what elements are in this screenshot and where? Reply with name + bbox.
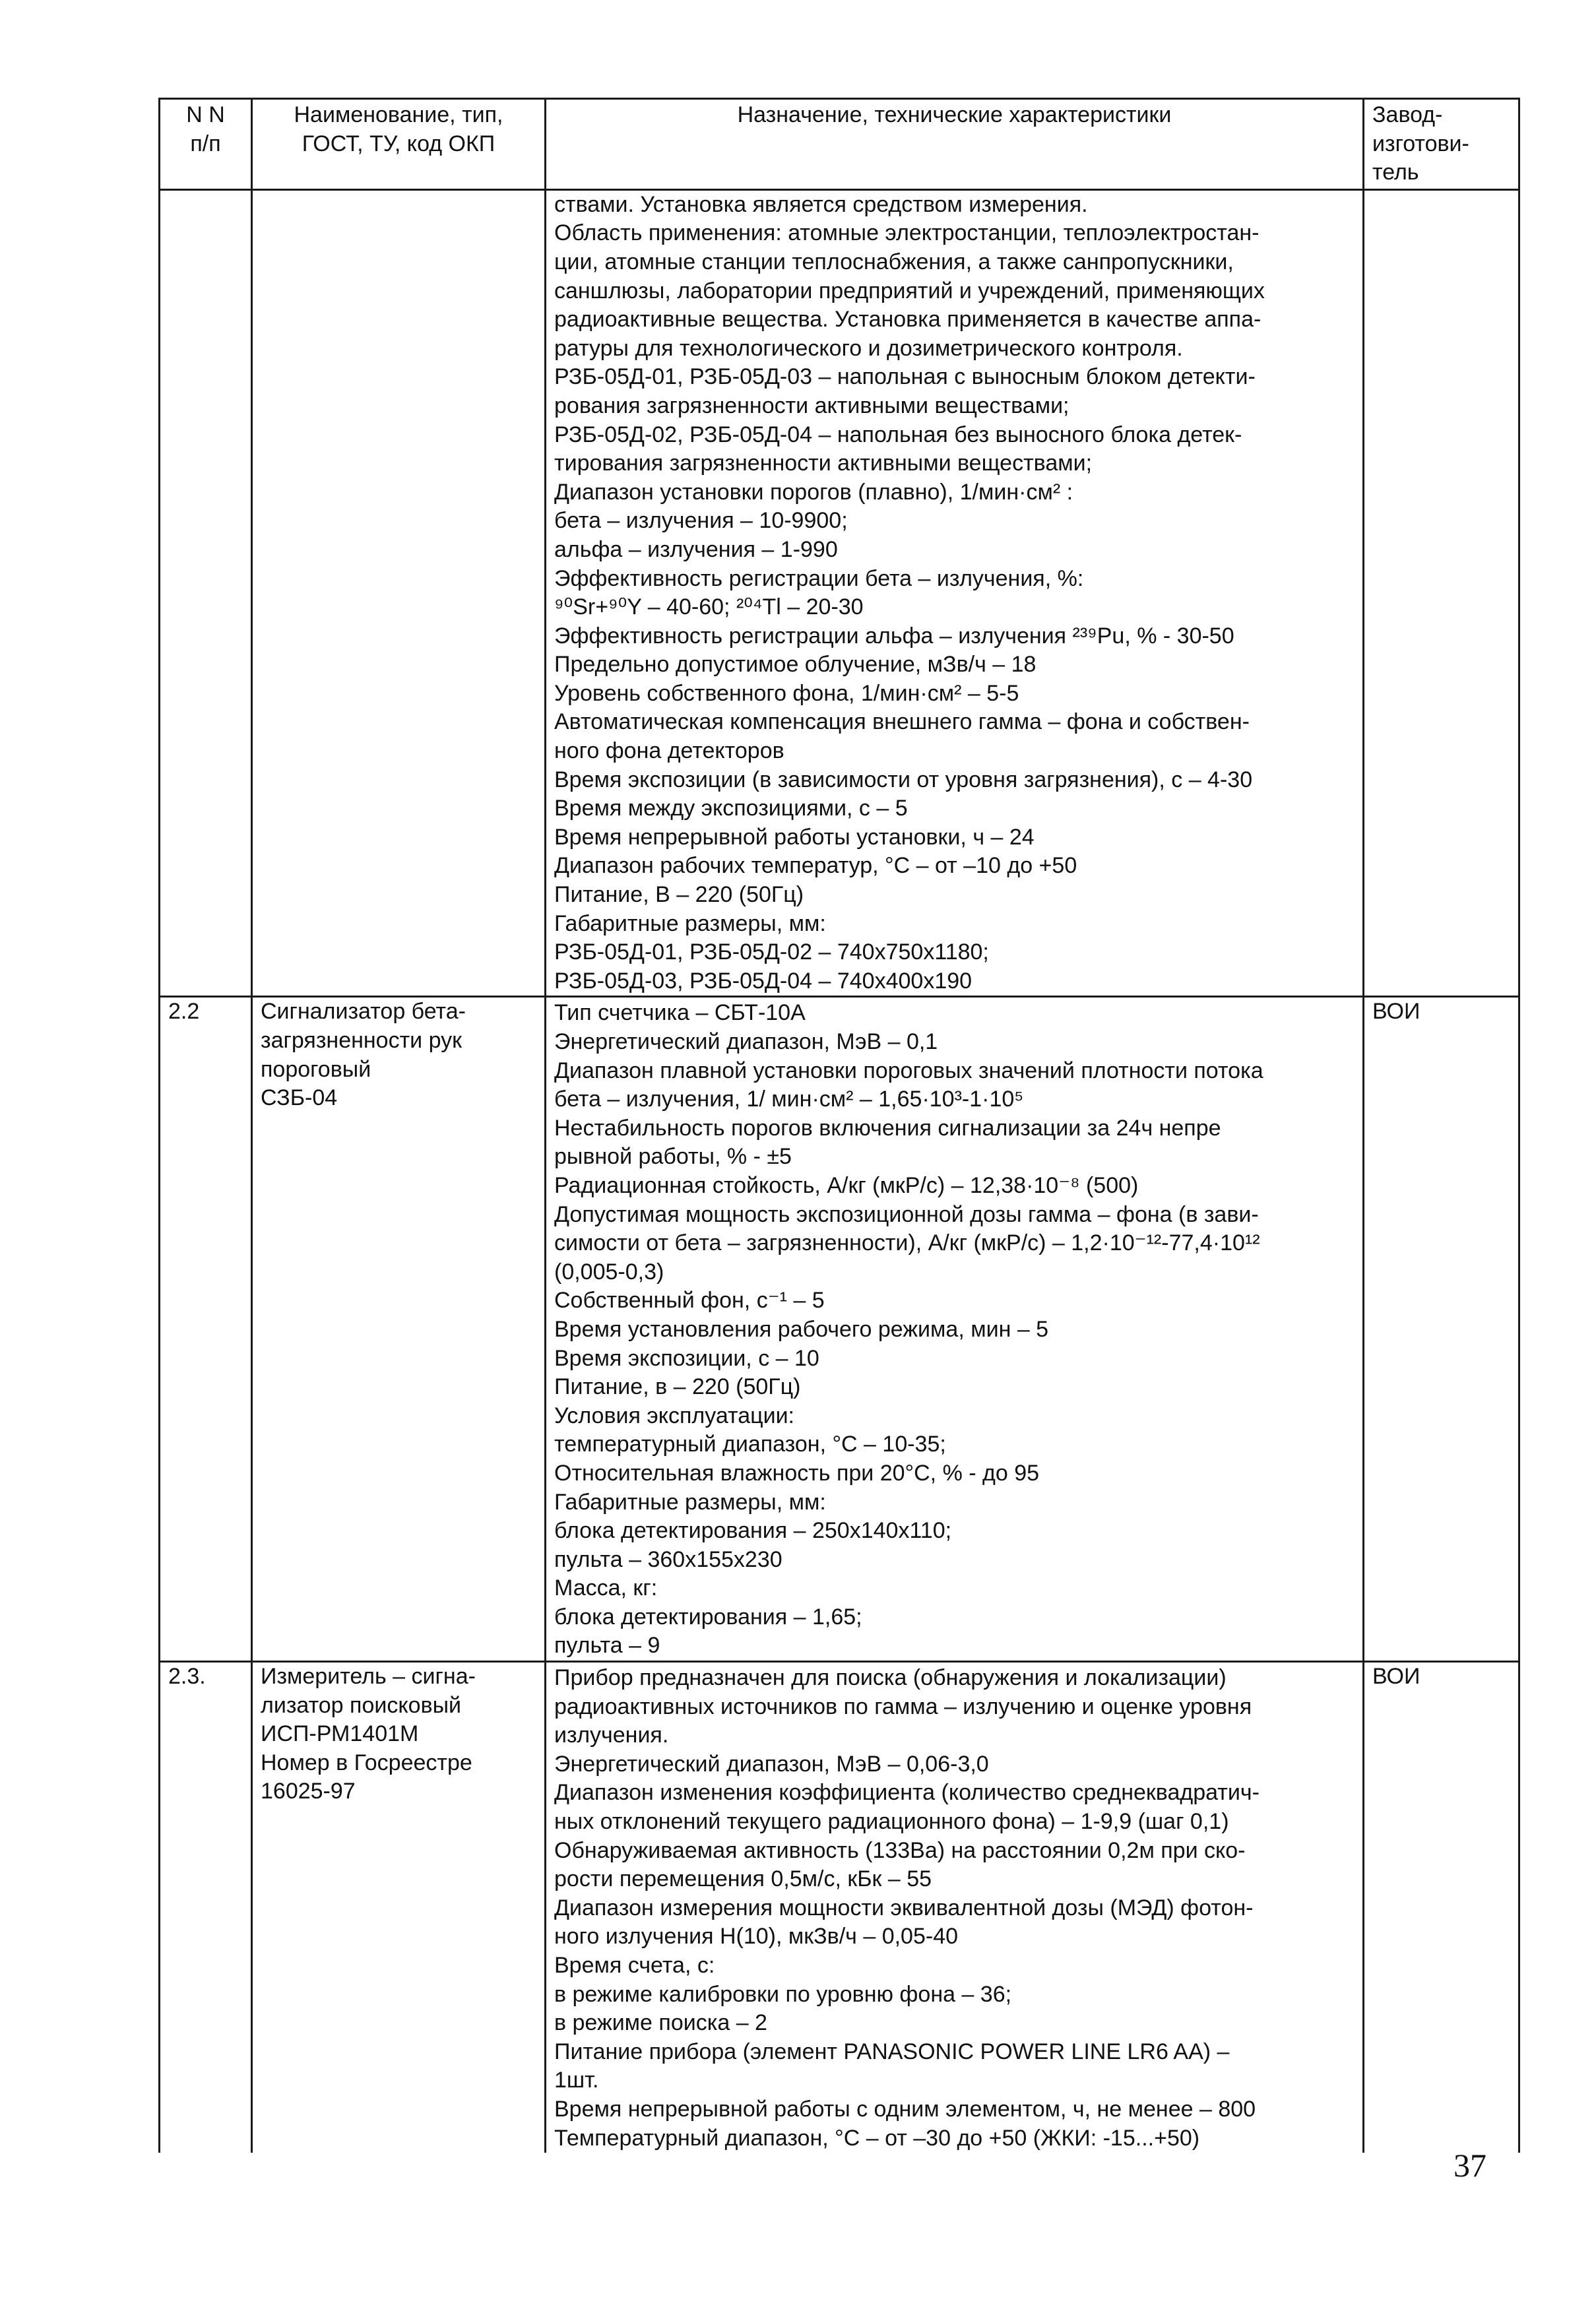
description-line: Нестабильность порогов включения сигнализации за 24ч непре — [554, 1115, 1221, 1141]
description-line: Автоматическая компенсация внешнего гамма – фона и собствен- — [554, 709, 1250, 735]
specs-table — [158, 98, 1520, 2153]
description-line: 1шт. — [554, 2068, 599, 2093]
description-line: рости перемещения 0,5м/с, кБк – 55 — [554, 1866, 932, 1892]
description-line: саншлюзы, лаборатории предприятий и учреждений, применяющих — [554, 278, 1265, 303]
description-line: в режиме калибровки по уровню фона – 36; — [554, 1981, 1012, 2007]
header-manufacturer — [1364, 99, 1519, 190]
description-line: Область применения: атомные электростанции, теплоэлектростан- — [554, 220, 1260, 246]
header-line: изготови- — [1372, 131, 1469, 156]
description-line: ⁹⁰Sr+⁹⁰Y – 40-60; ²⁰⁴Tl – 20-30 — [554, 594, 864, 620]
description-line: рывной работы, % - ±5 — [554, 1144, 792, 1170]
description-line: Время непрерывной работы с одним элементом, ч, не менее – 800 — [554, 2096, 1256, 2122]
description-line: Энергетический диапазон, МэВ – 0,1 — [554, 1029, 938, 1054]
description-line: Питание прибора (элемент PANASONIC POWER LINE LR6 AA) – — [554, 2039, 1230, 2064]
description-line: Диапазон рабочих температур, °С – от –10 до +50 — [554, 853, 1077, 879]
description-line: Диапазон плавной установки пороговых значений плотности потока — [554, 1058, 1263, 1083]
name-line: Измеритель – сигна- — [261, 1664, 476, 1690]
description-line: Время непрерывной работы установки, ч – 24 — [554, 824, 1035, 850]
name-line: лизатор поисковый — [261, 1692, 462, 1718]
description-line: тирования загрязненности активными веществами; — [554, 451, 1093, 476]
description-line: Относительная влажность при 20°С, % - до 95 — [554, 1460, 1040, 1486]
header-line: Завод- — [1372, 102, 1443, 127]
description-line: Радиационная стойкость, А/кг (мкР/с) – 12,38·10⁻⁸ (500) — [554, 1172, 1139, 1198]
row-manufacturer: ВОИ — [1364, 997, 1519, 1662]
name-line: Сигнализатор бета- — [261, 999, 466, 1025]
description-line: рования загрязненности активными веществами; — [554, 393, 1069, 418]
table-row — [160, 189, 1519, 997]
description-line: РЗБ-05Д-01, РЗБ-05Д-02 – 740х750х1180; — [554, 939, 989, 965]
description-line: (0,005-0,3) — [554, 1259, 664, 1284]
description-line: Время между экспозициями, с – 5 — [554, 796, 908, 821]
description-line: Диапазон измерения мощности эквивалентной дозы (МЭД) фотон- — [554, 1895, 1254, 1920]
description-line: ции, атомные станции теплоснабжения, а также санпропускники, — [554, 249, 1234, 274]
description-line: ного фона детекторов — [554, 738, 784, 764]
name-line: СЗБ-04 — [261, 1085, 338, 1111]
header-description — [546, 99, 1364, 190]
name-line: Номер в Госреестре — [261, 1750, 472, 1775]
description-line: Время счета, с: — [554, 1953, 715, 1978]
description-line: Диапазон установки порогов (плавно), 1/мин·см² : — [554, 479, 1073, 505]
header-name — [252, 99, 546, 190]
description-line: Питание, В – 220 (50Гц) — [554, 882, 804, 908]
description-line: Время экспозиции, с – 10 — [554, 1345, 819, 1371]
description-line: радиоактивные вещества. Установка применяется в качестве аппа- — [554, 307, 1261, 333]
header-line: п/п — [190, 131, 221, 156]
description-line: в режиме поиска – 2 — [554, 2010, 767, 2036]
description-line: Предельно допустимое облучение, мЗв/ч – 18 — [554, 652, 1037, 678]
name-line: пороговый — [261, 1056, 371, 1082]
description-line: Питание, в – 220 (50Гц) — [554, 1374, 801, 1400]
description-line: блока детектирования – 1,65; — [554, 1604, 862, 1630]
header-number — [160, 99, 252, 190]
table-row — [160, 997, 1519, 1662]
description-line: Время установления рабочего режима, мин – 5 — [554, 1316, 1049, 1342]
description-line: симости от бета – загрязненности), А/кг (мкР/с) – 1,2·10⁻¹²-77,4·10¹² — [554, 1230, 1260, 1256]
description-line: бета – излучения – 10-9900; — [554, 508, 848, 534]
description-line: блока детектирования – 250х140х110; — [554, 1518, 952, 1544]
description-line: Обнаруживаемая активность (133Ва) на расстоянии 0,2м при ско- — [554, 1837, 1246, 1863]
description-line: излучения. — [554, 1723, 669, 1748]
description-line: Тип счетчика – СБТ-10А — [554, 1000, 806, 1026]
description-line: Эффективность регистрации бета – излучения, %: — [554, 565, 1084, 591]
description-line: Энергетический диапазон, МэВ – 0,06-3,0 — [554, 1751, 989, 1777]
description-line: бета – излучения, 1/ мин·см² – 1,65·10³-1·10⁵ — [554, 1087, 1024, 1112]
header-line: ГОСТ, ТУ, код ОКП — [302, 131, 495, 156]
description-line: ного излучения Н(10), мкЗв/ч – 0,05-40 — [554, 1924, 959, 1950]
description-line: Габаритные размеры, мм: — [554, 1489, 826, 1515]
name-line: загрязненности рук — [261, 1028, 462, 1053]
description-line: ных отклонений текущего радиационного фона) – 1-9,9 (шаг 0,1) — [554, 1809, 1229, 1835]
table-header-row — [160, 99, 1519, 190]
header-line: N N — [186, 102, 225, 127]
row-number: 2.3. — [160, 1662, 252, 2153]
description-line: Температурный диапазон, °С – от –30 до +50 (ЖКИ: -15...+50) — [554, 2125, 1200, 2151]
description-line: Габаритные размеры, мм: — [554, 910, 826, 936]
row-name — [252, 189, 546, 997]
description-line: Диапазон изменения коэффициента (количество среднеквадратич- — [554, 1780, 1260, 1806]
row-description — [546, 1662, 1364, 2153]
description-line: ствами. Установка является средством измерения. — [554, 191, 1088, 217]
row-manufacturer — [1364, 189, 1519, 997]
name-line: 16025-97 — [261, 1779, 356, 1804]
description-line: альфа – излучения – 1-990 — [554, 536, 838, 562]
header-line: Наименование, тип, — [294, 102, 503, 127]
description-line: ратуры для технологического и дозиметрического контроля. — [554, 335, 1183, 361]
table-row — [160, 1662, 1519, 2153]
description-line: температурный диапазон, °С – 10-35; — [554, 1432, 946, 1457]
description-line: пульта – 360х155х230 — [554, 1546, 782, 1572]
description-line: Эффективность регистрации альфа – излучения ²³⁹Pu, % - 30-50 — [554, 623, 1234, 649]
description-line: пульта – 9 — [554, 1633, 660, 1659]
row-manufacturer: ВОИ — [1364, 1662, 1519, 2153]
description-line: Масса, кг: — [554, 1575, 658, 1601]
row-number: 2.2 — [160, 997, 252, 1662]
description-line: Условия эксплуатации: — [554, 1403, 795, 1428]
name-line: ИСП-РМ1401М — [261, 1721, 419, 1747]
description-line: Допустимая мощность экспозиционной дозы гамма – фона (в зави- — [554, 1201, 1259, 1227]
header-line: тель — [1372, 160, 1419, 185]
description-line: радиоактивных источников по гамма – излучению и оценке уровня — [554, 1694, 1252, 1719]
description-line: Время экспозиции (в зависимости от уровня загрязнения), с – 4-30 — [554, 767, 1253, 792]
row-description — [546, 189, 1364, 997]
page-number: 37 — [1453, 2147, 1486, 2184]
description-line: Прибор предназначен для поиска (обнаружения и локализации) — [554, 1665, 1227, 1691]
header-line: Назначение, технические характеристики — [737, 102, 1172, 127]
row-description — [546, 997, 1364, 1662]
description-line: РЗБ-05Д-01, РЗБ-05Д-03 – напольная с выносным блоком детекти- — [554, 364, 1256, 390]
description-line: Собственный фон, с⁻¹ – 5 — [554, 1288, 825, 1314]
description-line: Уровень собственного фона, 1/мин·см² – 5-5 — [554, 680, 1019, 706]
row-number — [160, 189, 252, 997]
description-line: РЗБ-05Д-02, РЗБ-05Д-04 – напольная без выносного блока детек- — [554, 422, 1242, 447]
row-name — [252, 1662, 546, 2153]
row-name — [252, 997, 546, 1662]
description-line: РЗБ-05Д-03, РЗБ-05Д-04 – 740х400х190 — [554, 968, 973, 994]
